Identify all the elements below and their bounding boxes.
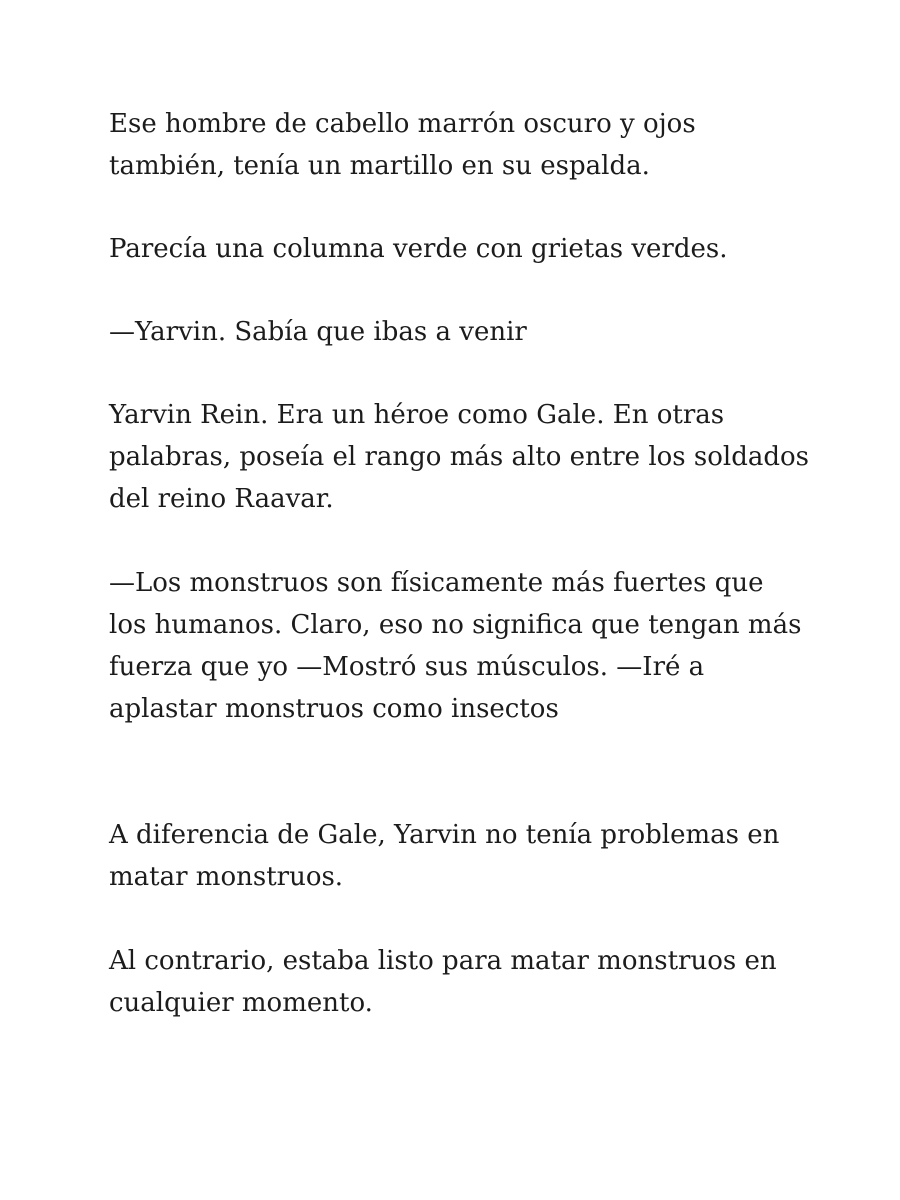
paragraph-yarvin-rein: Yarvin Rein. Era un héroe como Gale. En otras palabras, poseía el rango más alto entre los soldados del reino Raavar. (109, 400, 809, 514)
paragraph-difference-gale: A diferencia de Gale, Yarvin no tenía problemas en matar monstruos. (109, 820, 780, 892)
paragraph-hammer-man: Ese hombre de cabello marrón oscuro y ojos también, tenía un martillo en su espalda. (109, 109, 696, 181)
paragraph-ready-to-kill: Al contrario, estaba listo para matar monstruos en cualquier momento. (109, 946, 777, 1018)
paragraph-yarvin-greeting: —Yarvin. Sabía que ibas a venir (109, 317, 527, 347)
paragraph-green-column: Parecía una columna verde con grietas verdes. (109, 234, 728, 264)
paragraph-monsters-dialogue: —Los monstruos son físicamente más fuertes que los humanos. Claro, eso no significa que tengan más fuerza que yo —Mostró sus músculos. —Iré a aplastar monstruos como insectos (109, 568, 802, 724)
